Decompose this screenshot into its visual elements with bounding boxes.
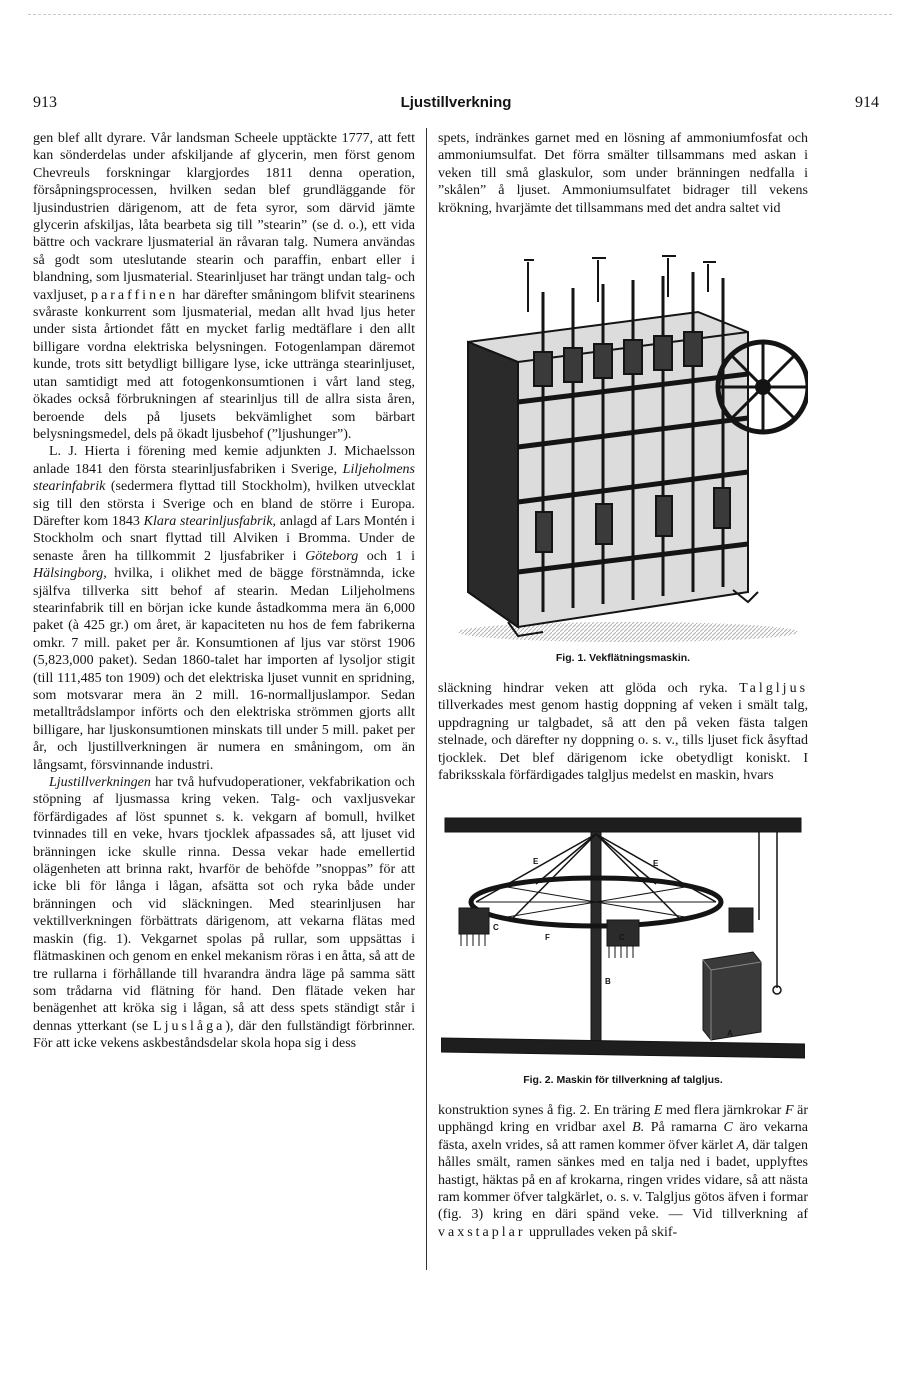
- label-E-right: E: [653, 859, 659, 868]
- page-title: Ljustillverkning: [400, 94, 512, 111]
- figure-wick-braiding-machine: [448, 252, 808, 644]
- paragraph-factories: L. J. Hierta i förening med kemie adjunkten J. Michaelsson anlade 1841 den första stearinljusfabriken i Sverige, Liljeholmens stearinfabrik (sedermera flyttad till Stockholm), hvilken utvecklat sig till den största i Sverige och en bland de större i Europa. Därefter kom 1843 Klara stearinljusfabrik, anlagd af Lars Montén i Stockholm och snart flyttad till Alviken i Bromma. Under de senaste åren ha tillkommit 2 ljusfabriker i Göteborg och 1 i Hälsingborg, hvilka, i olikhet med de bägge förstnämnda, icke själfva tillverka sitt behof af stearin. Medan Liljeholmens stearinfabrik till en början icke kunde åstadkomma mera än 6,000 paket (à 425 gr.) om året, är kapaciteten nu hos de fem fabrikerna omkr. 7 mill. paket per år. Konsumtionen af ljus var störst 1906 (5,823,000 paket). Sedan 1860-talet har importen af lysoljor stigit (till 111,485 ton 1909) och det elektriska ljuset vunnit en spridning, som motsvarar mera än 2 mill. 16-normalljuslampor. Sedan metalltrådslampor införts och den elektriska strömmen gjorts allt billigare, har ljuskonsumtionen minskats till under 5 mill. paket per år, och ljustillverkningen är numera en småningom, om än långsamt, försvinnande industri.: [33, 444, 416, 773]
- paragraph-history: gen blef allt dyrare. Vår landsman Scheele upptäckte 1777, att fett kan sönderdelas under afskiljande af glycerin, men först genom Chevreuls forskningar klargjordes 1811 denna operation, försåpningsprocessen, hvilken sedan blef grundläggande för ljusindustrien därigenom, att de feta syror, som därvid jämte glycerin afskiljas, låta bearbeta sig till ”stearin” (se d. o.), ett vida bättre och vackrare ljusmaterial än råvaran talg. Numera användas så godt som uteslutande stearin och paraffin, enbart eller i blandning, som ljusmaterial. Stearinljuset har trängt undan talg- och vaxljuset, paraffinen har därefter småningom blifvit stearinens svåraste konkurrent som ljusmaterial, medan allt hvad ljus heter under sista årtiondet fått en mycket farlig medtäflare i den allt billigare vordna elektriska belysningen. Fotogenlampan däremot kunde, trots sitt betydligt billigare lyse, icke uttränga stearinljuset, utan samtidigt med att fotogenkonsumtionen i vårt land steg, ökades också förbrukningen af stearinljus till de allra sista åren, beroende dels på ljusets bekvämlighet som bärbart belysningsmedel, dels på ökadt ljusbehof (”ljushunger”).: [33, 131, 416, 442]
- label-B: B: [605, 977, 611, 986]
- label-C-center: C: [619, 933, 625, 942]
- scan-top-edge: [28, 14, 892, 15]
- figure-tallow-candle-machine: [441, 812, 805, 1064]
- page-number-right: 914: [855, 94, 879, 111]
- paragraph-tallow: släckning hindrar veken att glöda och ryka. Talgljus tillverkades mest genom hastig doppning af veken i smält talg, uppdragning ur talgbadet, så att den på veken fästa talgen stelnade, och därefter ny doppning o. s. v., tills ljuset fick åsyftad tjocklek. Det blef därigenom icke obetydligt koniskt. I fabriksskala förfärdigades talgljus medelst en maskin, hvars: [438, 681, 809, 784]
- right-column-middle: [438, 680, 808, 784]
- label-F: F: [545, 933, 550, 942]
- right-column-top: [438, 130, 808, 217]
- paragraph-machine-description: konstruktion synes å fig. 2. En träring E med flera järnkrokar F är upphängd kring en vridbar axel B. På ramarna C äro vekarna fästa, axeln vrides, så att ramen kommer öfver kärlet A, där talgen hålles smält, ramen sänkes med en talja ned i badet, upplyftes hastigt, häktas på en af krokarna, ringen vrides vidare, så att nästa ram kommer öfver talgkärlet, o. s. v. Talgljus götos äfven i formar (fig. 3) kring en däri spänd veke. — Vid tillverkning af vaxstaplar upprullades veken på skif-: [438, 1103, 809, 1240]
- figure-2-caption: Fig. 2. Maskin för tillverkning af talgljus.: [523, 1074, 723, 1086]
- label-A: A: [727, 1029, 733, 1038]
- paragraph-manufacture: Ljustillverkningen har två hufvudoperationer, vekfabrikation och stöpning af ljusmassa kring veken. Talg- och vaxljusvekar förfärdigades af löst spunnet s. k. vekgarn af bomull, hvilket tvinnades till en veke, hvars tjocklek afpassades så, att ljuset vid bränningen icke skulle rinna. Dessa vekar hade emellertid olägenheten att brinna rakt, hvarför de behöfde ”snoppas” för att icke bli för långa i lågan, afsätta sot och ryka både under bränningen och vid släckningen. Med stearinljusen har vektillverkningen förbättrats därigenom, att vekarna flätas med maskin (fig. 1). Vekgarnet spolas på rullar, som uppsättas i flätmaskinen och genom en enkel mekanism röras i en åtta, så att de tre rullarna i förhållande till hvarandra ändra läge på samma sätt som trådarna vid flätning för hand. Den flätade veken har benägenhet att kröka sig i lågan, så att dess spets ständigt står i dennas ytterkant (se Ljuslåga), där den fullständigt förbrinner. För att icke vekens askbeståndsdelar skola hopa sig i dess: [33, 775, 415, 1052]
- left-column: [33, 130, 415, 1053]
- label-C-left: C: [493, 923, 499, 932]
- label-E-left: E: [533, 857, 539, 866]
- paragraph-wick-treatment: spets, indränkes garnet med en lösning af ammoniumfosfat och ammoniumsulfat. Det förra smälter tillsammans med askan i veken till små glaskulor, som under bränningen nedfalla i ”skålen” å ljuset. Ammoniumsulfatet bidrager till vekens krökning, hvarjämte det tillsammans med det andra saltet vid: [438, 131, 808, 216]
- page-header: [33, 93, 879, 113]
- right-column-bottom: [438, 1102, 808, 1241]
- column-divider: [426, 128, 427, 1270]
- figure-1-caption: Fig. 1. Vekflätningsmaskin.: [555, 652, 691, 664]
- page-number-left: 913: [33, 94, 57, 111]
